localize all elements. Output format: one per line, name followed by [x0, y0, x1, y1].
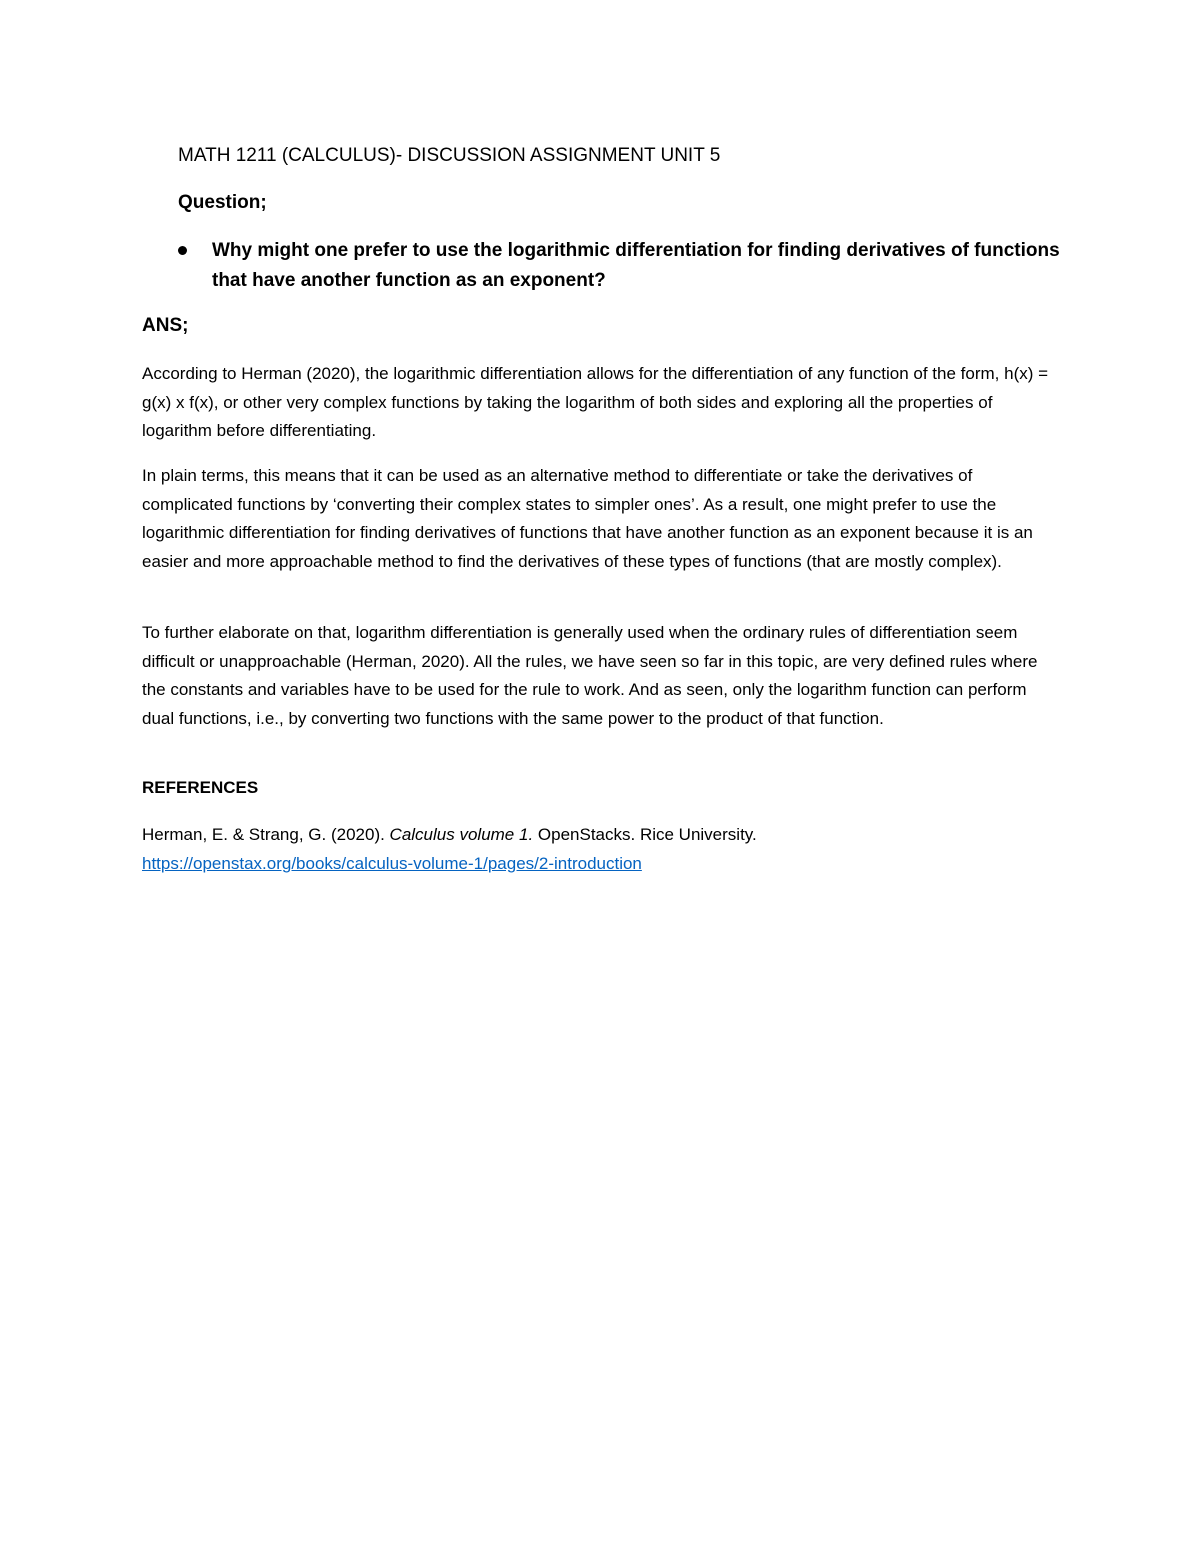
- bullet-dot-icon: [178, 246, 187, 255]
- reference-entry: [142, 820, 902, 878]
- references-heading: REFERENCES: [142, 778, 259, 797]
- document-title: MATH 1211 (CALCULUS)- DISCUSSION ASSIGNMENT UNIT 5: [178, 145, 721, 166]
- answer-paragraph-2: In plain terms, this means that it can be used as an alternative method to differentiate or take the derivatives of complicated functions by ‘converting their complex states to simpler ones’. As a result, one might prefer to use the logarithmic differentiation for finding derivatives of functions that have another function as an exponent because it is an easier and more approachable method to find the derivatives of these types of functions (that are mostly complex).: [142, 466, 1033, 571]
- question-label: Question;: [178, 192, 267, 213]
- reference-publisher: OpenStacks. Rice University.: [533, 825, 757, 844]
- reference-book-title: Calculus volume 1.: [389, 825, 534, 844]
- reference-link[interactable]: https://openstax.org/books/calculus-volume-1/pages/2-introduction: [142, 854, 642, 873]
- reference-authors: Herman, E. & Strang, G. (2020).: [142, 825, 390, 844]
- answer-label: ANS;: [142, 315, 189, 336]
- answer-paragraph-3: To further elaborate on that, logarithm differentiation is generally used when the ordinary rules of differentiation seem difficult or unapproachable (Herman, 2020). All the rules, we have seen so far in this topic, are very defined rules where the constants and variables have to be used for the rule to work. And as seen, only the logarithm function can perform dual functions, i.e., by converting two functions with the same power to the product of that function.: [142, 623, 1038, 728]
- question-text: Why might one prefer to use the logarithmic differentiation for finding derivatives of functions that have another function as an exponent?: [212, 240, 1060, 291]
- answer-paragraph-1: According to Herman (2020), the logarithmic differentiation allows for the differentiation of any function of the form, h(x) = g(x) x f(x), or other very complex functions by taking the logarithm of both sides and exploring all the properties of logarithm before differentiating.: [142, 364, 1049, 440]
